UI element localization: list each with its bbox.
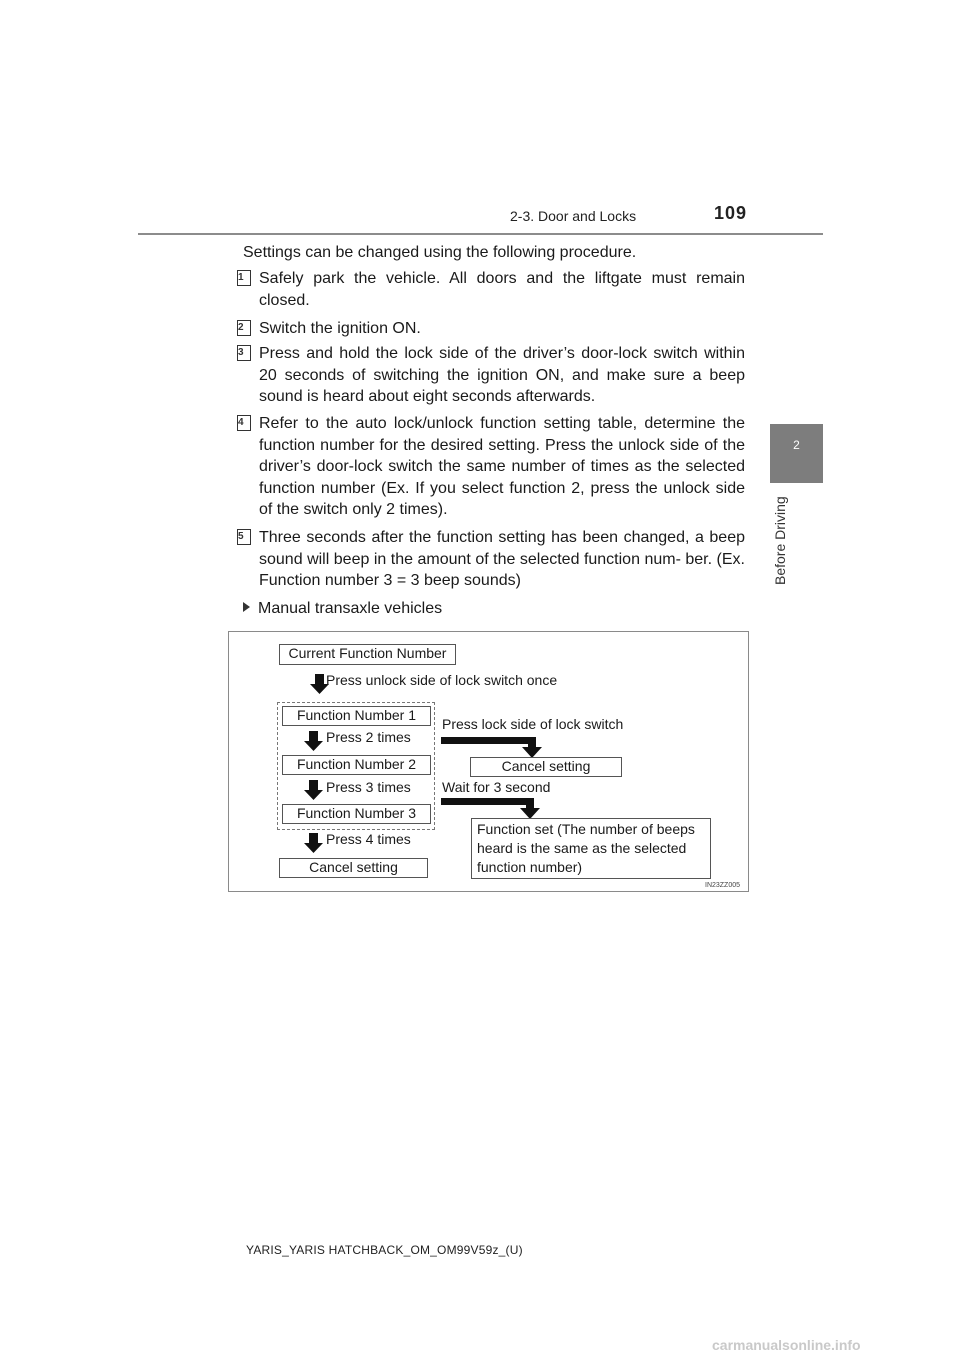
cancel-flow-arrow-icon bbox=[441, 737, 542, 758]
step-number-badge: 1 bbox=[237, 270, 251, 286]
function-set-result-box: Function set (The number of beeps heard is the same as the selected function number) bbox=[471, 818, 711, 879]
function-number-2-box: Function Number 2 bbox=[282, 755, 431, 775]
step-number-badge: 4 bbox=[237, 415, 251, 431]
procedure-diagram bbox=[228, 631, 749, 892]
intro-text: Settings can be changed using the following procedure. bbox=[243, 244, 637, 261]
step-text: Switch the ignition ON. bbox=[259, 320, 421, 337]
step-3 bbox=[238, 343, 745, 408]
page-number: 109 bbox=[714, 203, 748, 223]
chapter-title: Before Driving bbox=[772, 496, 788, 585]
bullet-heading bbox=[243, 598, 442, 619]
function-set-flow-arrow-icon bbox=[441, 798, 540, 819]
press-once-label: Press unlock side of lock switch once bbox=[326, 672, 558, 688]
triangle-bullet-icon bbox=[243, 602, 250, 612]
step-number-badge: 3 bbox=[237, 345, 251, 361]
chapter-number: 2 bbox=[793, 438, 800, 452]
press-3-label: Press 3 times bbox=[326, 779, 411, 795]
document-footer: YARIS_YARIS HATCHBACK_OM_OM99V59z_(U) bbox=[246, 1243, 523, 1257]
press-4-label: Press 4 times bbox=[326, 831, 411, 847]
step-4 bbox=[238, 413, 745, 521]
cancel-setting-result-box: Cancel setting bbox=[470, 757, 622, 777]
watermark: carmanualsonline.info bbox=[712, 1337, 861, 1353]
step-number-badge: 5 bbox=[237, 529, 251, 545]
function-number-3-box: Function Number 3 bbox=[282, 804, 431, 824]
step-text: Safely park the vehicle. All doors and the liftgate must remain closed. bbox=[259, 270, 745, 309]
down-arrow-icon bbox=[304, 833, 323, 853]
press-lock-label: Press lock side of lock switch bbox=[442, 716, 624, 732]
current-function-box: Current Function Number bbox=[279, 644, 456, 665]
wait-label: Wait for 3 second bbox=[442, 779, 551, 795]
header-rule bbox=[138, 233, 823, 235]
chapter-tab bbox=[770, 424, 823, 483]
step-text: Refer to the auto lock/unlock function setting table, determine the function number for the desired setting. Press the unlock side of the driver’s door-lock switch the same number of times as the selected function number (Ex. If you select function 2, press the unlock side of the switch only 2 times). bbox=[259, 415, 745, 518]
step-1 bbox=[238, 268, 745, 311]
step-2 bbox=[238, 318, 745, 340]
step-5 bbox=[238, 527, 745, 592]
press-2-label: Press 2 times bbox=[326, 729, 411, 745]
step-number-badge: 2 bbox=[237, 320, 251, 336]
function-number-1-box: Function Number 1 bbox=[282, 706, 431, 726]
figure-code: IN23ZZ005 bbox=[705, 882, 741, 889]
bullet-text: Manual transaxle vehicles bbox=[258, 600, 443, 617]
step-text: Press and hold the lock side of the driver’s door-lock switch within 20 seconds of switching the ignition ON, and make sure a beep sound is heard about eight seconds afterwards. bbox=[259, 345, 745, 405]
step-text: Three seconds after the function setting has been changed, a beep sound will beep in the amount of the selected function num- ber. (Ex. Function number 3 = 3 beep sounds) bbox=[259, 529, 745, 589]
section-title: 2-3. Door and Locks bbox=[510, 208, 637, 224]
cancel-setting-box: Cancel setting bbox=[279, 858, 428, 878]
